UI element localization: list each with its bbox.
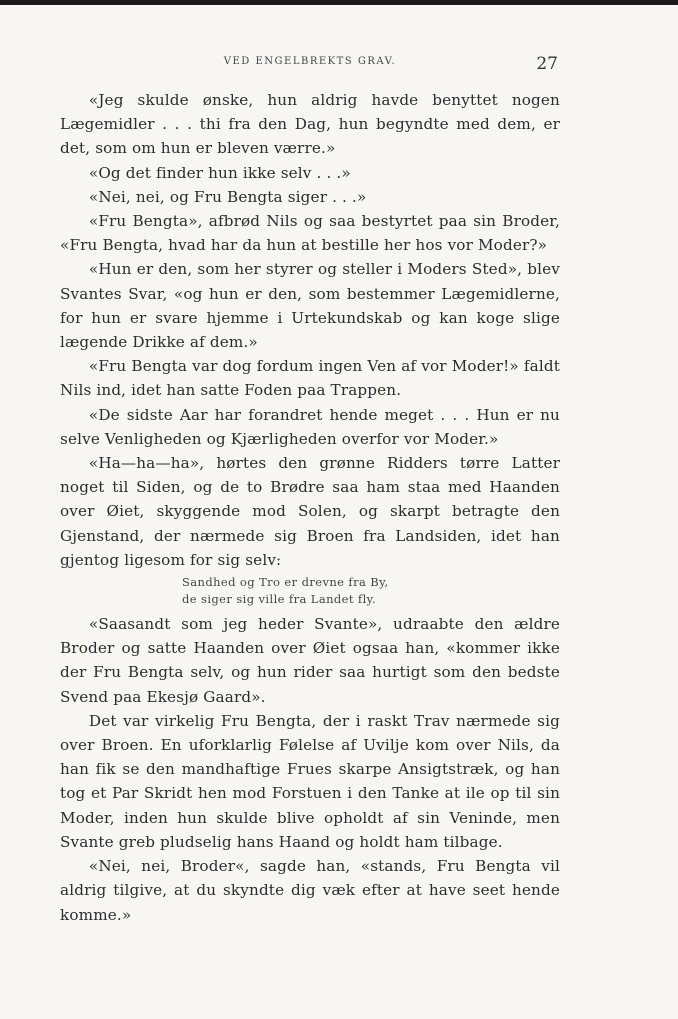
paragraph: «Fru Bengta», afbrød Nils og saa bestyrtet paa sin Broder, «Fru Bengta, hvad har da hun at bestille her hos vor Moder?» [60, 212, 560, 255]
running-title: VED ENGELBREKTS GRAV. [223, 56, 397, 67]
verse-line: de siger sig ville fra Landet fly. [182, 592, 377, 607]
page-number: 27 [536, 54, 558, 74]
body-text [60, 88, 560, 927]
paragraph: «De sidste Aar har forandret hende meget . . . Hun er nu selve Venligheden og Kjærligheden overfor vor Moder.» [60, 405, 560, 448]
paragraph: «Jeg skulde ønske, hun aldrig havde benyttet nogen Lægemidler . . . thi fra den Dag, hun begyndte med dem, er det, som om hun er bleven værre.» [60, 91, 560, 158]
paragraph: «Nei, nei, og Fru Bengta siger . . .» [88, 187, 367, 206]
paragraph: «Fru Bengta var dog fordum ingen Ven af vor Moder!» faldt Nils ind, idet han satte Foden paa Trappen. [60, 357, 560, 400]
verse-quote [182, 574, 560, 608]
paragraph: Det var virkelig Fru Bengta, der i raskt Trav nærmede sig over Broen. En uforklarlig Følelse af Uvilje kom over Nils, da han fik se den mandhaftige Frues skarpe Ansigtstræk, og han tog et Par Skridt hen mod Forstuen i den Tanke at ile op til sin Moder, inden hun skulde blive opholdt af sin Veninde, men Svante greb pludselig hans Haand og holdt ham tilbage. [60, 711, 560, 851]
paragraph: «Og det finder hun ikke selv . . .» [88, 163, 351, 182]
paragraph: «Ha—ha—ha», hørtes den grønne Ridders tørre Latter noget til Siden, og de to Brødre saa ham staa med Haanden over Øiet, skyggende mod Solen, og skarpt betragte den Gjenstand, der nærmede sig Broen fra Landsiden, idet han gjentog ligesom for sig selv: [60, 454, 560, 569]
verse-line: Sandhed og Tro er drevne fra By, [182, 575, 389, 590]
paragraph: «Nei, nei, Broder«, sagde han, «stands, Fru Bengta vil aldrig tilgive, at du skyndte dig væk efter at have seet hende komme.» [60, 857, 560, 924]
paragraph: «Hun er den, som her styrer og steller i Moders Sted», blev Svantes Svar, «og hun er den, som bestemmer Lægemidlerne, for hun er svare hjemme i Urtekundskab og kan koge slige lægende Drikke af dem.» [60, 260, 560, 352]
paragraph: «Saasandt som jeg heder Svante», udraabte den ældre Broder og satte Haanden over Øiet ogsaa han, «kommer ikke der Fru Bengta selv, og hun rider saa hurtigt som den bedste Svend paa Ekesjø Gaard». [60, 615, 560, 706]
page-top-edge [0, 0, 678, 5]
page-header [60, 52, 560, 82]
